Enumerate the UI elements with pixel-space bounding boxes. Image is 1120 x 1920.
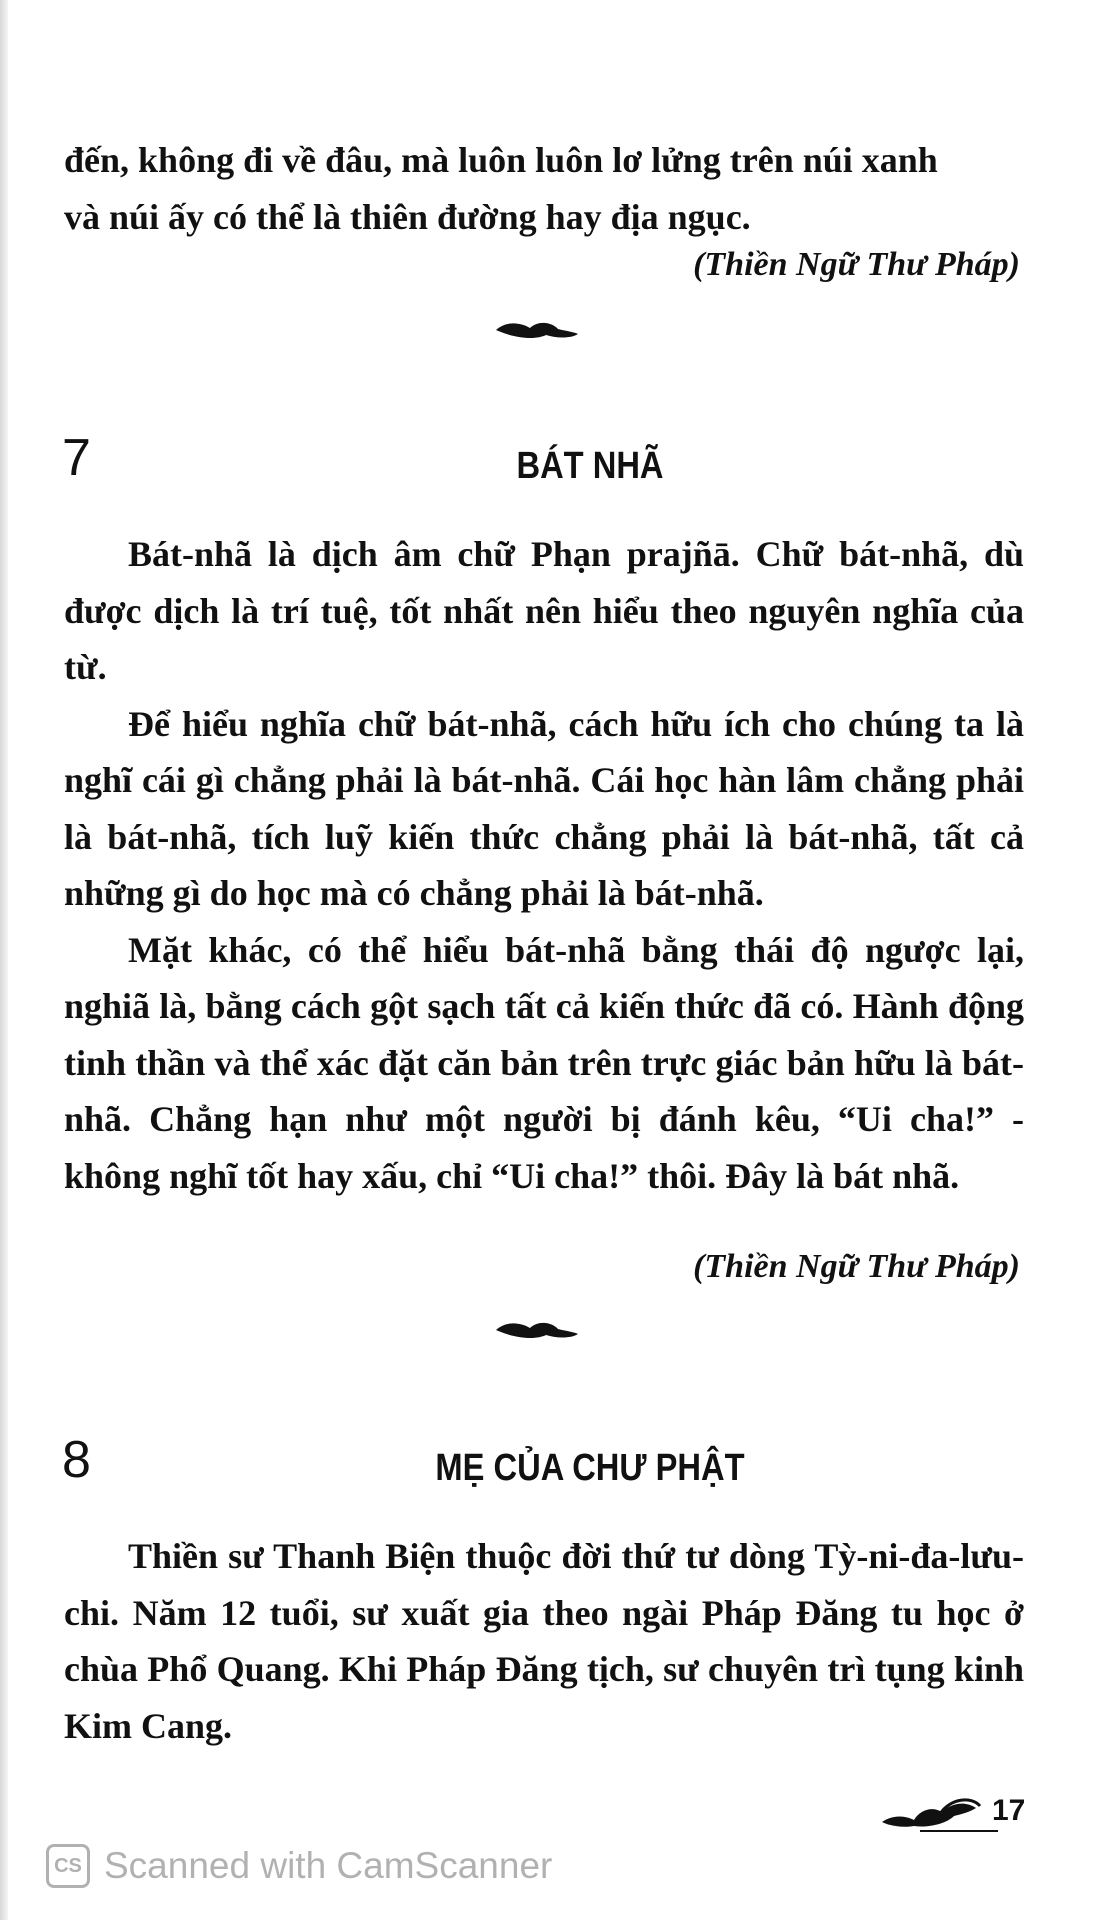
intro-source: (Thiền Ngữ Thư Pháp) (693, 246, 1020, 283)
paragraph: Thiền sư Thanh Biện thuộc đời thứ tư dòng Tỳ-ni-đa-lưu-chi. Năm 12 tuổi, sư xuất gia theo ngài Pháp Đăng tu học ở chùa Phổ Quang. Khi Pháp Đăng tịch, sư chuyên trì tụng kinh Kim Cang. (64, 1536, 1024, 1746)
page-footer (880, 1790, 1030, 1840)
divider-ornament-icon (494, 1318, 580, 1342)
paragraph: Để hiểu nghĩa chữ bát-nhã, cách hữu ích cho chúng ta là nghĩ cái gì chẳng phải là bát-nhã. Cái học hàn lâm chẳng phải là bát-nhã, tích luỹ kiến thức chẳng phải là bát-nhã, tất cả những gì do học mà có chẳng phải là bát-nhã. (64, 703, 1024, 913)
paragraph: Mặt khác, có thể hiểu bát-nhã bằng thái độ ngược lại, nghiã là, bằng cách gột sạch tất cả kiến thức đã có. Hành động tinh thần và thể xác đặt căn bản trên trực giác bản hữu là bát-nhã. Chẳng hạn như một người bị đánh kêu, “Ui cha!” - không nghĩ tốt hay xấu, chỉ “Ui cha!” thôi. Đây là bát nhã. (64, 929, 1024, 1196)
paragraph: Bát-nhã là dịch âm chữ Phạn prajñā. Chữ bát-nhã, dù được dịch là trí tuệ, tốt nhất nên hiểu theo nguyên nghĩa của từ. (64, 534, 1024, 687)
intro-line: và núi ấy có thể là thiên đường hay địa ngục. (64, 196, 751, 237)
camscanner-logo-icon: CS (46, 1844, 90, 1888)
section7-body (64, 526, 1024, 1204)
page-ornament-icon (880, 1794, 998, 1834)
scanner-watermark (46, 1838, 552, 1894)
section-title: BÁT NHÃ (516, 445, 664, 487)
section-title: MẸ CỦA CHƯ PHẬT (435, 1447, 745, 1489)
section8-body (64, 1528, 1024, 1754)
intro-text (64, 132, 1024, 245)
watermark-text: Scanned with CamScanner (104, 1845, 553, 1886)
section-number: 7 (62, 429, 91, 487)
section-number: 8 (62, 1431, 91, 1489)
intro-line: đến, không đi về đâu, mà luôn luôn lơ lửng trên núi xanh (64, 140, 938, 180)
divider-ornament-icon (494, 318, 580, 342)
section7-source: (Thiền Ngữ Thư Pháp) (693, 1248, 1020, 1285)
page-edge (0, 0, 8, 1920)
page-number: 17 (992, 1794, 1026, 1827)
